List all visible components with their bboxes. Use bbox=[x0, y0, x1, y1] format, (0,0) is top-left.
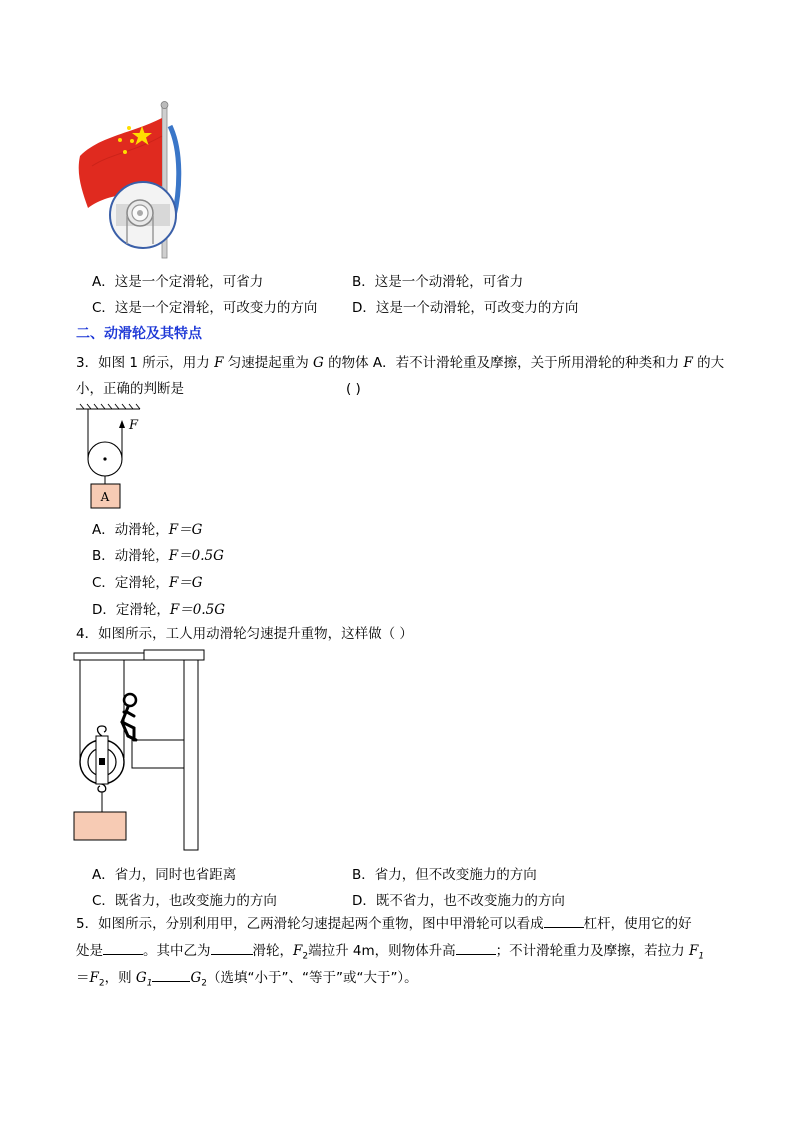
q2-option-a: A．这是一个定滑轮，可省力 bbox=[92, 274, 264, 290]
q4-option-a: A．省力，同时也省距离 bbox=[92, 867, 237, 883]
blank-4[interactable] bbox=[456, 954, 496, 955]
q3-stem-line2: 小，正确的判断是 bbox=[76, 381, 184, 397]
blank-3[interactable] bbox=[211, 954, 253, 955]
q3-option-c: C．定滑轮，F＝G bbox=[92, 575, 203, 591]
q3-stem-line1: 3．如图 1 所示，用力 F 匀速提起重为 G 的物体 A．若不计滑轮重及摩擦，关于所用滑轮的种类和力 F 的大 bbox=[76, 355, 725, 371]
q2-option-c: C．这是一个定滑轮，可改变力的方向 bbox=[92, 300, 318, 316]
force-label: F bbox=[129, 418, 139, 433]
q4-worker-pulley-figure bbox=[72, 650, 212, 854]
q4-option-b: B．省力，但不改变施力的方向 bbox=[352, 867, 537, 883]
q5-line3: $=F_2$，则 $G_1$ $G_2$（选填“小于”、“等于”或“大于”）。 bbox=[76, 970, 418, 989]
q3-answer-paren: ( ) bbox=[346, 381, 361, 397]
load-block bbox=[74, 812, 126, 840]
q2-option-d: D．这是一个动滑轮，可改变力的方向 bbox=[352, 300, 579, 316]
flag-pulley-figure bbox=[70, 96, 190, 262]
force-arrow-icon bbox=[119, 420, 125, 428]
q4-option-d: D．既不省力，也不改变施力的方向 bbox=[352, 893, 565, 909]
q5-line2: 处是 。其中乙为 滑轮，$F_2$端拉升 4m，则物体升高 ；不计滑轮重力及摩擦，若拉力 $F_1$ bbox=[76, 943, 705, 962]
q3-option-b: B．动滑轮，F＝0.5G bbox=[92, 548, 224, 564]
blank-2[interactable] bbox=[103, 954, 143, 955]
blank-5[interactable] bbox=[152, 981, 190, 982]
q3-option-d: D．定滑轮，F＝0.5G bbox=[92, 602, 226, 618]
q5-line1: 5．如图所示，分别利用甲，乙两滑轮匀速提起两个重物，图中甲滑轮可以看成 杠杆，使用它的好 bbox=[76, 916, 692, 932]
q3-option-a: A．动滑轮，F＝G bbox=[92, 522, 203, 538]
section-heading: 二、动滑轮及其特点 bbox=[76, 326, 202, 342]
q4-stem: 4．如图所示，工人用动滑轮匀速提升重物，这样做（ ） bbox=[76, 626, 413, 642]
q2-option-b: B．这是一个动滑轮，可省力 bbox=[352, 274, 524, 290]
q4-option-c: C．既省力，也改变施力的方向 bbox=[92, 893, 277, 909]
q3-pulley-figure bbox=[74, 404, 154, 512]
block-label: A bbox=[100, 490, 110, 504]
blank-1[interactable] bbox=[544, 927, 584, 928]
